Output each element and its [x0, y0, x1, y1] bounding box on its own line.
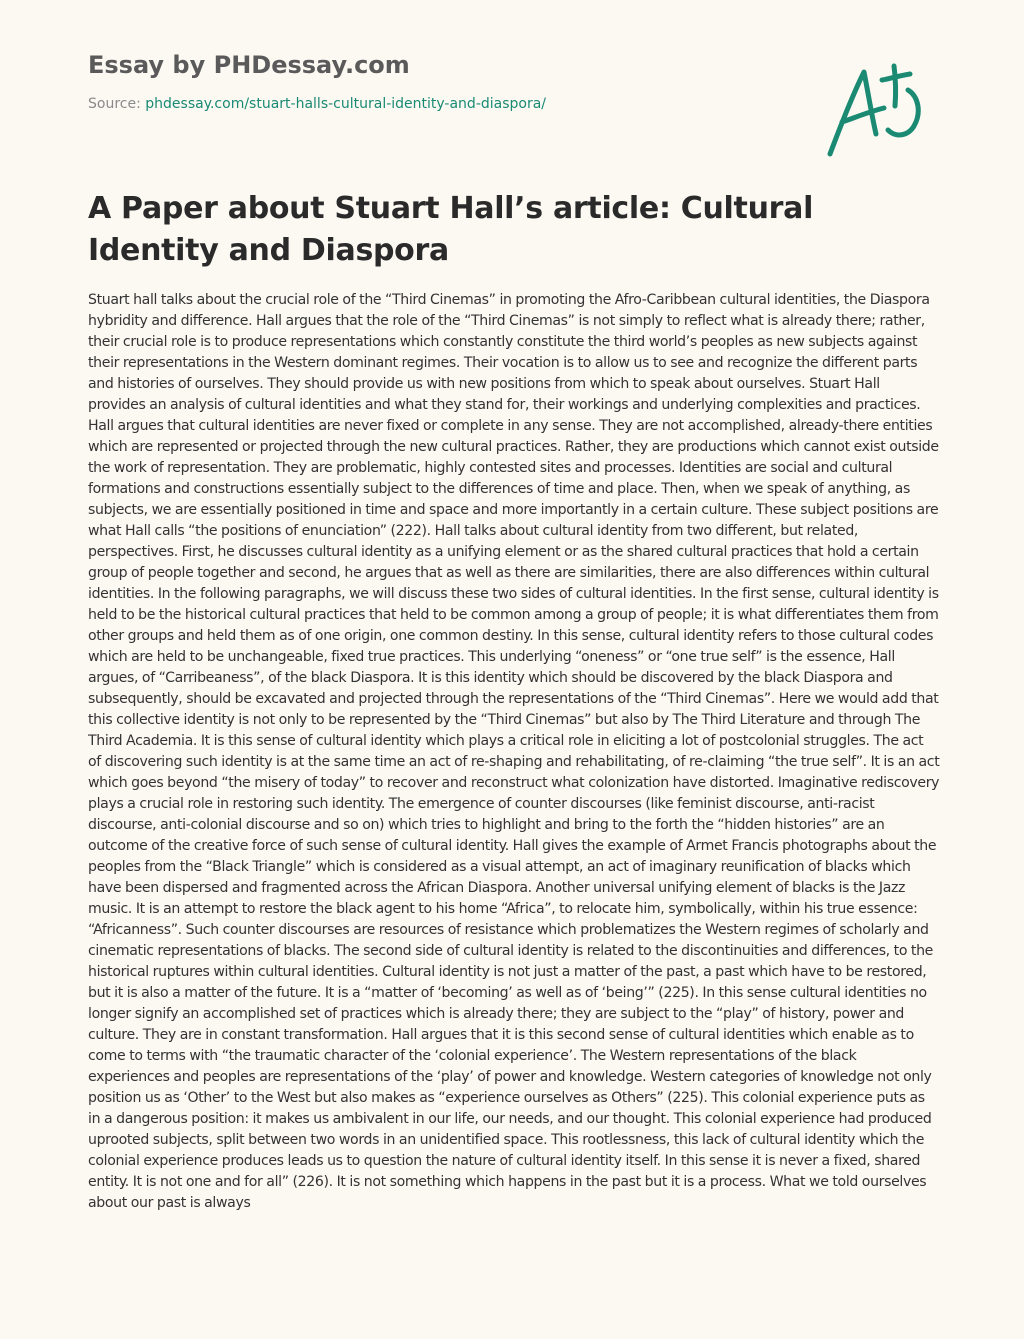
a-plus-smiley-logo-icon: [822, 62, 928, 162]
source-line: [88, 94, 788, 114]
site-title: Essay by PHDessay.com: [88, 51, 410, 79]
source-label: Source:: [88, 96, 146, 112]
page-header: [88, 48, 788, 114]
article-body: [88, 290, 940, 1290]
article-paragraph: Stuart hall talks about the crucial role of the “Third Cinemas” in promoting the Afro-Caribbean cultural identities, the Diaspora hybridity and difference. Hall argues that the role of the “Third Cinemas” is not simply to reflect what is already there; rather, their crucial role is to produce representations which constantly constitute the third world’s peoples as new subjects against their representations in the Western dominant regimes. Their vocation is to allow us to see and recognize the different parts and histories of ourselves. They should provide us with new positions from which to speak about ourselves. Stuart Hall provides an analysis of cultural identities and what they stand for, their workings and underlying complexities and practices. Hall argues that cultural identities are never fixed or complete in any sense. They are not accomplished, already-there entities which are represented or projected through the new cultural practices. Rather, they are productions which cannot exist outside the work of representation. They are problematic, highly contested sites and processes. Identities are social and cultural formations and constructions essentially subject to the differences of time and place. Then, when we speak of anything, as subjects, we are essentially positioned in time and space and more importantly in a certain culture. These subject positions are what Hall calls “the positions of enunciation” (222). Hall talks about cultural identity from two different, but related, perspectives. First, he discusses cultural identity as a unifying element or as the shared cultural practices that hold a certain group of people together and second, he argues that as well as there are similarities, there are also differences within cultural identities. In the following paragraphs, we will discuss these two sides of cultural identities. In the first sense, cultural identity is held to be the historical cultural practices that held to be common among a group of people; it is what differentiates them from other groups and held them as of one origin, one common destiny. In this sense, cultural identity refers to those cultural codes which are held to be unchangeable, fixed true practices. This underlying “oneness” or “one true self” is the essence, Hall argues, of “Carribeaness”, of the black Diaspora. It is this identity which should be discovered by the black Diaspora and subsequently, should be excavated and projected through the representations of the “Third Cinemas”. Here we would add that this collective identity is not only to be represented by the “Third Cinemas” but also by The Third Literature and through The Third Academia. It is this sense of cultural identity which plays a critical role in eliciting a lot of postcolonial struggles. The act of discovering such identity is at the same time an act of re-shaping and rehabilitating, of re-claiming “the true self”. It is an act which goes beyond “the misery of today” to recover and reconstruct what colonization have distorted. Imaginative rediscovery plays a crucial role in restoring such identity. The emergence of counter discourses (like feminist discourse, anti-racist discourse, anti-colonial discourse and so on) which tries to highlight and bring to the forth the “hidden histories” are an outcome of the creative force of such sense of cultural identity. Hall gives the example of Armet Francis photographs about the peoples from the “Black Triangle” which is considered as a visual attempt, an act of imaginary reunification of blacks which have been dispersed and fragmented across the African Diaspora. Another universal unifying element of blacks is the Jazz music. It is an attempt to restore the black agent to his home “Africa”, to relocate him, symbolically, within his true essence: “Africanness”. Such counter discourses are resources of resistance which problematizes the Western regimes of scholarly and cinematic representations of blacks. The second side of cultural identity is related to the discontinuities and differences, to the historical ruptures within cultural identities. Cultural identity is not just a matter of the past, a past which have to be restored, but it is also a matter of the future. It is a “matter of ‘becoming’ as well as of ‘being’” (225). In this sense cultural identities no longer signify an accomplished set of practices which is already there; they are subject to the “play” of history, power and culture. They are in constant transformation. Hall argues that it is this second sense of cultural identities which enable as to come to terms with “the traumatic character of the ‘colonial experience’. The Western representations of the black experiences and peoples are representations of the ‘play’ of power and knowledge. Western categories of knowledge not only position us as ‘Other’ to the West but also makes as “experience ourselves as Others” (225). This colonial experience puts as in a dangerous position: it makes us ambivalent in our life, our needs, and our thought. This colonial experience had produced uprooted subjects, split between two words in an unidentified space. This rootlessness, this lack of cultural identity which the colonial experience produces leads us to question the nature of cultural identity itself. In this sense it is never a fixed, shared entity. It is not one and for all” (226). It is not something which happens in the past but it is a process. What we told ourselves about our past is always: [88, 292, 940, 1211]
article-title: A Paper about Stuart Hall’s article: Cultural Identity and Diaspora: [88, 191, 814, 268]
source-link[interactable]: phdessay.com/stuart-halls-cultural-identity-and-diaspora/: [145, 96, 547, 112]
